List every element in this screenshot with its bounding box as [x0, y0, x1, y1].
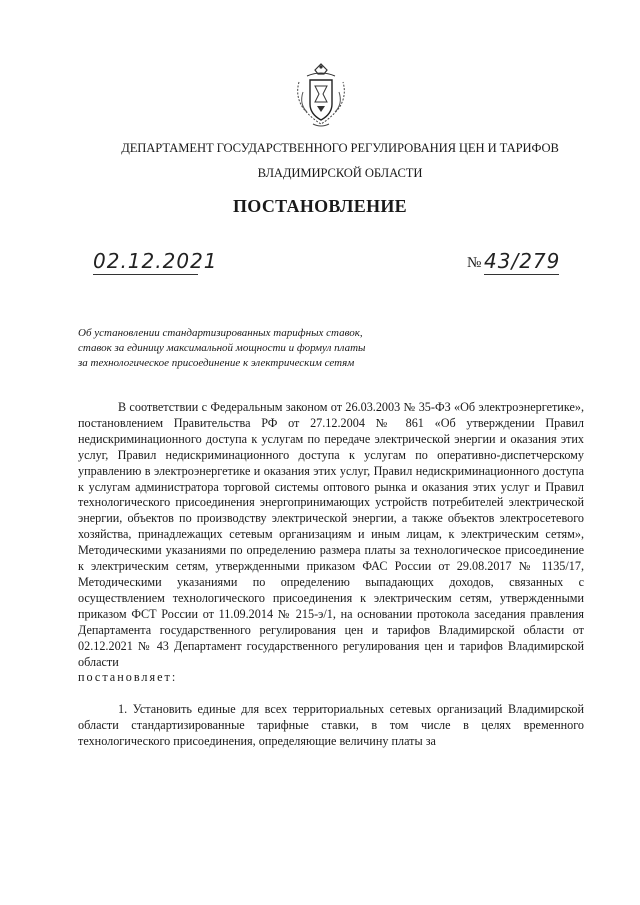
number-underline — [484, 274, 559, 275]
preamble-paragraph: В соответствии с Федеральным законом от 26.03.2003 № 35-ФЗ «Об электроэнергетике», постановлением Правительства РФ от 27.12.2004 № 861 «Об утверждении Правил недискриминационного доступа к услугам по передаче электрической энергии и оказания этих услуг, Правил недискриминационного доступа к услугам по оперативно-диспетчерскому управлению в электроэнергетике и оказания этих услуг, Правил недискриминационного доступа к услугам администратора торговой системы оптового рынка и оказания этих услуг и Правил технологического присоединения энергопринимающих устройств потребителей электрической энергии, объектов по производству электрической энергии, а также объектов электросетевого хозяйства, принадлежащих сетевым организациям и иным лицам, к электрическим сетям», Методическими указаниями по определению размера платы за технологическое присоединение к электрическим сетям, утвержденными приказом ФАС России от 29.08.2017 № 1135/17, Методическими указаниями по определению выпадающих доходов, связанных с осуществлением технологического присоединения к электрическим сетям, утвержденными приказом ФСТ России от 11.09.2014 № 215-э/1, на основании протокола заседания правления Департамента государственного регулирования цен и тарифов Владимирской области от 02.12.2021 № 43 Департамент государственного регулирования цен и тарифов Владимирской области — [78, 400, 584, 669]
coat-of-arms-emblem — [293, 62, 349, 130]
item-1-paragraph: 1. Установить единые для всех территориальных сетевых организаций Владимирской области стандартизированные тарифные ставки, в том числе в целях временного технологического присоединения, определяющие величину платы за — [78, 702, 584, 749]
department-name-line2: ВЛАДИМИРСКОЙ ОБЛАСТИ — [257, 166, 423, 180]
document-date: 02.12.2021 — [93, 249, 218, 273]
resolves-word: постановляет: — [78, 670, 178, 685]
number-label: № — [467, 255, 482, 271]
date-underline — [93, 274, 198, 275]
document-number: 43/279 — [484, 249, 561, 273]
document-type-title: ПОСТАНОВЛЕНИЕ — [233, 196, 407, 216]
document-subject: Об установлении стандартизированных тарифных ставок, ставок за единицу максимальной мощности и формул платы за технологическое присоединение к электрическим сетям — [78, 327, 366, 369]
department-name-line1: ДЕПАРТАМЕНТ ГОСУДАРСТВЕННОГО РЕГУЛИРОВАНИЯ ЦЕН И ТАРИФОВ — [121, 141, 559, 155]
document-body — [78, 400, 584, 750]
